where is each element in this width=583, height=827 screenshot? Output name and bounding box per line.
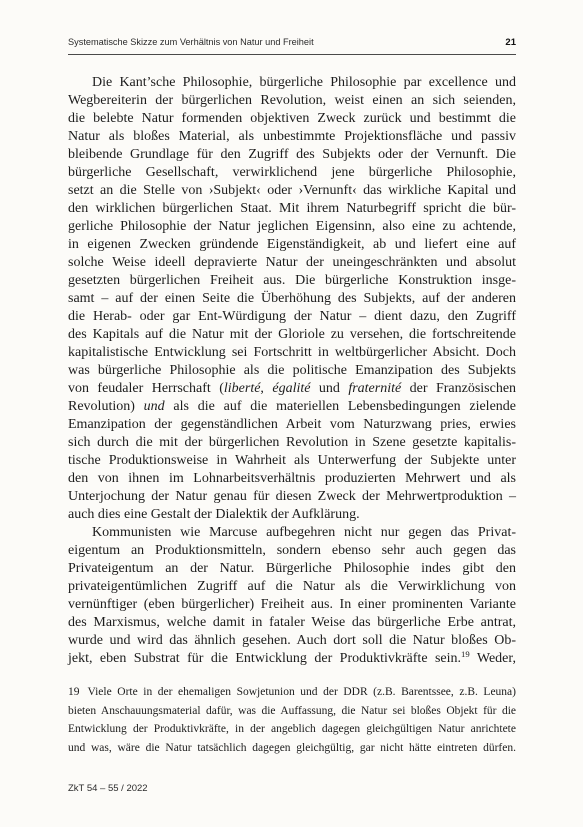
body-line bbox=[68, 398, 516, 416]
body-line: Kommunisten wie Marcuse aufbegehren nicht nur gegen das Privat- bbox=[92, 525, 516, 540]
body-line: Privateigentum an der Natur. Bürgerliche Philosophie indes gibt den bbox=[68, 561, 516, 576]
body-line: privateigentümlichen Zugriff auf die Natur als die Verwirklichung von bbox=[68, 579, 516, 594]
footnote-line: und was, wäre die Natur tatsächlich dagegen gleichgültig, gar nicht hätte eintreten dürfen. bbox=[68, 741, 516, 754]
body-line: bleibende Grundlage für den Zugriff des Subjekts oder der Vernunft. Die bbox=[68, 147, 516, 162]
body-line: samt – auf der einen Seite die Überhöhung des Subjekts, auf der anderen bbox=[68, 291, 516, 306]
body-line: solche Weise ideell depravierte Natur der uneingeschränkten und absolut bbox=[68, 255, 516, 270]
header-rule bbox=[68, 54, 516, 55]
text-segment: als die auf die materiellen Lebensbedingungen zielende bbox=[164, 399, 516, 414]
body-line: setzt an die Stelle von ›Subjekt‹ oder ›Vernunft‹ das wirkliche Kapital und bbox=[68, 183, 516, 198]
italic-text: égalité bbox=[272, 381, 311, 396]
journal-issue: ZkT 54 – 55 / 2022 bbox=[68, 783, 148, 794]
body-line: den von ihnen im Lohnarbeitsverhältnis produzierten Mehrwert und als bbox=[68, 471, 516, 486]
body-line: Unterjochung der Natur genau für diesen Zweck der Mehrwertproduktion – bbox=[68, 489, 516, 504]
footnote-line bbox=[68, 683, 516, 702]
page-footer bbox=[68, 783, 148, 795]
footnote-reference: 19 bbox=[461, 649, 470, 660]
text-segment: Weder, bbox=[469, 651, 516, 666]
body-line bbox=[68, 380, 516, 398]
running-header bbox=[68, 36, 516, 48]
text-segment: jekt, eben Substrat für die Entwicklung der Produktivkräfte sein. bbox=[68, 651, 462, 666]
body-line: Die Kant’sche Philosophie, bürgerliche Philosophie par excellence und bbox=[92, 75, 516, 90]
italic-text: fraternité bbox=[348, 381, 402, 396]
text-segment: Revolution) bbox=[68, 399, 144, 414]
body-line: Emanzipation der gegenständlichen Arbeit vom Naturzwang pries, erwies bbox=[68, 417, 516, 432]
body-line: Wegbereiterin der bürgerlichen Revolution, weist einen an sich seienden, bbox=[68, 93, 516, 108]
text-segment: der Französischen bbox=[401, 381, 517, 396]
italic-text: und bbox=[143, 399, 165, 414]
body-line: vernünftiger (eben bürgerlicher) Freiheit aus. In einer prominenten Variante bbox=[68, 597, 516, 612]
body-line: gerliche Philosophie der Natur jeglichen Eigensinn, also eine zu achtende, bbox=[68, 219, 516, 234]
running-title: Systematische Skizze zum Verhältnis von Natur und Freiheit bbox=[68, 37, 314, 47]
body-line: in eigenen Zwecken gründende Eigenständigkeit, ab und liefert eine auf bbox=[68, 237, 516, 252]
body-line: die belebte Natur formenden objektiven Zweck zurück und bestimmt die bbox=[68, 111, 516, 126]
body-line: eigentum an Produktionsmitteln, sondern ebenso sehr auch gegen das bbox=[68, 543, 516, 558]
body-line: gesetzten bürgerlichen Freiheit aus. Die bürgerliche Konstruktion insge- bbox=[68, 273, 516, 288]
body-line: bürgerliche Gesellschaft, verwirklichend jene bürgerliche Philosophie, bbox=[68, 165, 516, 180]
text-segment: und bbox=[310, 381, 349, 396]
body-line: des Kapitals auf die Natur mit der Gloriole zu versehen, die fortschreitende bbox=[68, 327, 516, 342]
footnote bbox=[68, 683, 516, 757]
paragraph bbox=[68, 74, 516, 524]
page-number: 21 bbox=[505, 37, 516, 48]
body-line: Natur als bloßes Material, als unbestimmte Projektionsfläche und passiv bbox=[68, 129, 516, 144]
body-line bbox=[68, 650, 516, 668]
footnotes bbox=[68, 683, 516, 757]
body-line: kapitalistische Entwicklung sei Fortschritt in weltbürgerlicher Absicht. Doch bbox=[68, 345, 516, 360]
body-line: tische Produktionsweise in Wahrheit als Unterwerfung der Subjekte unter bbox=[68, 453, 516, 468]
text-segment: , bbox=[260, 381, 273, 396]
italic-text: liberté bbox=[223, 381, 261, 396]
body-line: den wirklichen bürgerlichen Staat. Mit ihrem Naturbegriff spricht die bür- bbox=[68, 201, 516, 216]
footnote-line: Entwicklung der Produktivkräfte, in der angeblich dagegen gleichgültigen Natur anrichtete bbox=[68, 723, 516, 735]
body-line: sich durch die mit der bürgerlichen Revolution in Szene gesetzte kapitalis- bbox=[68, 435, 516, 450]
body-line: die Herab- oder gar Ent-Würdigung der Natur – dient dazu, den Zugriff bbox=[68, 309, 516, 324]
paragraph bbox=[68, 524, 516, 668]
body-text bbox=[68, 74, 516, 668]
body-line: was bürgerliche Philosophie als die politische Emanzipation des Subjekts bbox=[68, 363, 516, 378]
footnote-number: 19 bbox=[68, 686, 80, 698]
footnote-line: bieten Anschauungsmaterial dafür, was die Auffassung, die Natur sei bloßes Objekt für die bbox=[68, 704, 516, 717]
body-line: auch dies eine Gestalt der Dialektik der Aufklärung. bbox=[68, 507, 360, 522]
footnote-text: Viele Orte in der ehemaligen Sowjetunion und der DDR (z.B. Barentssee, z.B. Leuna) bbox=[87, 686, 516, 698]
body-line: des Marxismus, welche damit in fataler Weise das bürgerliche Erbe antrat, bbox=[68, 615, 516, 630]
text-segment: von feudaler Herrschaft ( bbox=[68, 381, 224, 396]
body-line: wurde und wird das ähnlich gesehen. Auch dort soll die Natur bloßes Ob- bbox=[68, 633, 516, 648]
